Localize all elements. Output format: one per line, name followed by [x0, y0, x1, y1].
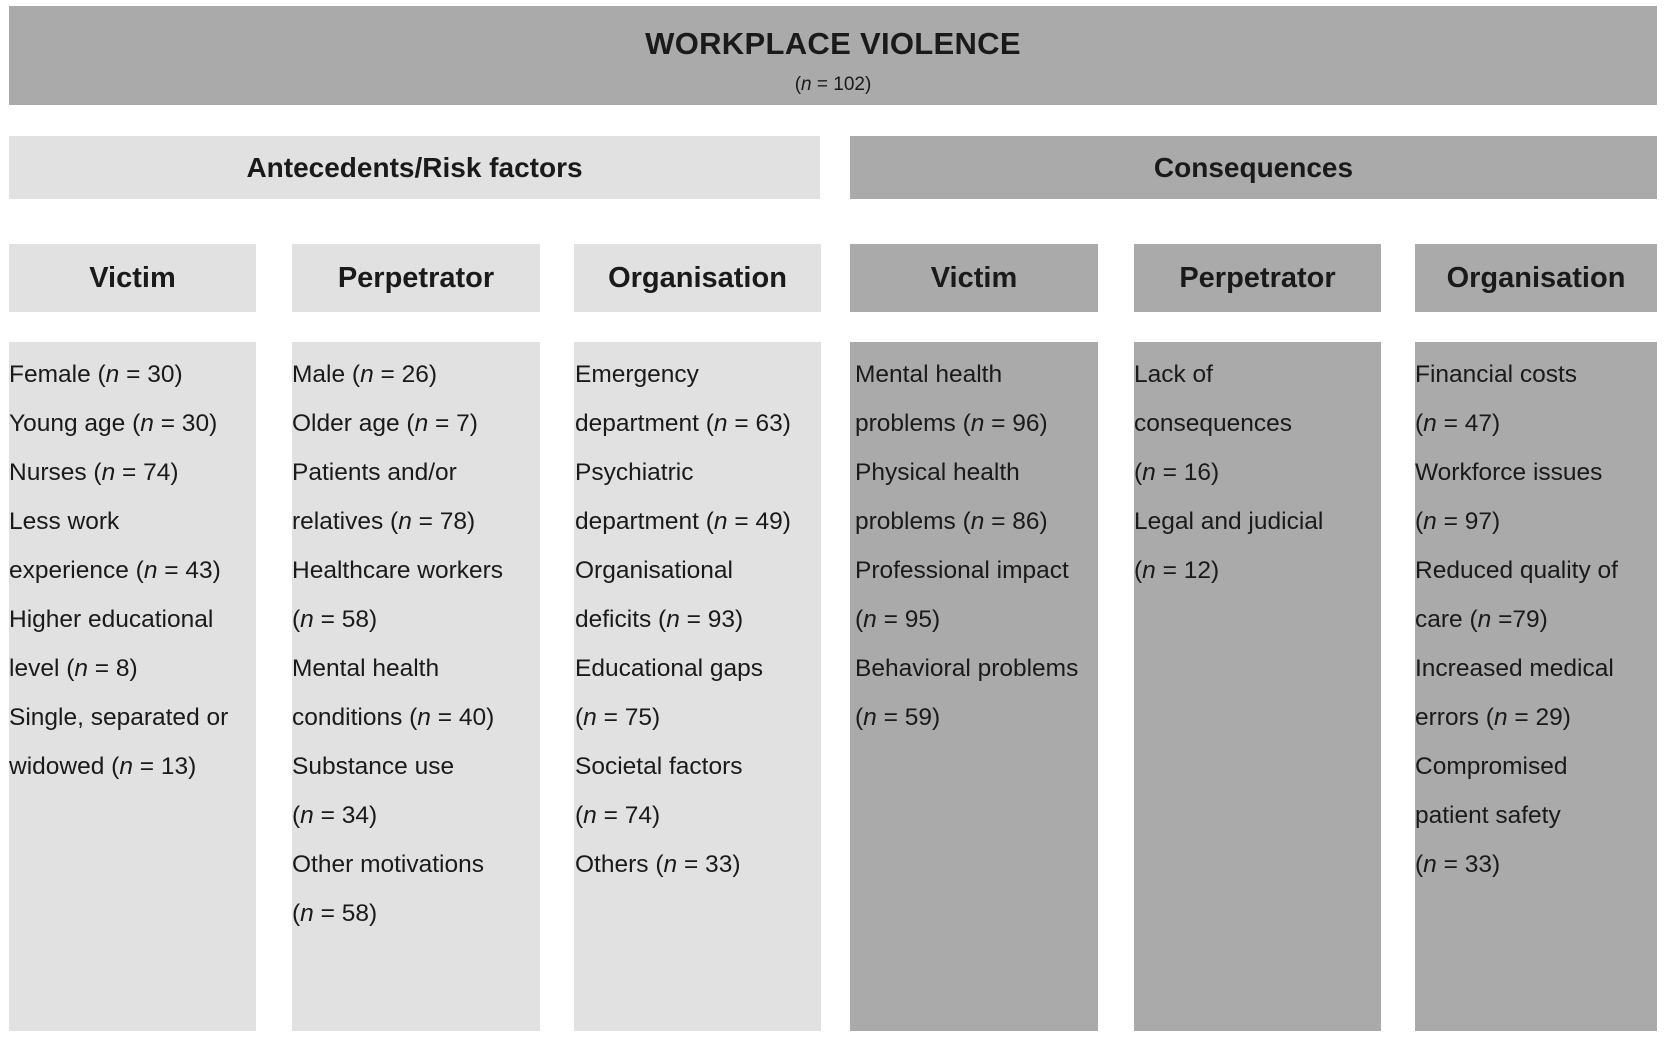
list-item-line: Emergency — [575, 361, 699, 388]
col-header-antecedents-victim: Victim — [9, 244, 256, 312]
col-body-antecedents-victim — [9, 342, 256, 1031]
list-item-line: Female (n = 30) — [9, 361, 183, 388]
col-header-consequences-perpetrator: Perpetrator — [1134, 244, 1381, 312]
list-item-line: (n = 97) — [1415, 508, 1501, 535]
list-item-line: department (n = 49) — [575, 508, 791, 535]
list-item-line: Substance use — [292, 753, 455, 780]
list-item-line: (n = 75) — [575, 704, 661, 731]
list-item-line: relatives (n = 78) — [292, 508, 476, 535]
list-item-line: Psychiatric — [575, 459, 694, 486]
list-item-line: care (n =79) — [1415, 606, 1548, 633]
list-item-line: Professional impact — [855, 557, 1069, 584]
list-item-line: conditions (n = 40) — [292, 704, 495, 731]
list-item-line: (n = 58) — [292, 606, 378, 633]
list-item-line: Patients and/or — [292, 459, 457, 486]
diagram-title: WORKPLACE VIOLENCE — [645, 26, 1021, 61]
list-item-line: (n = 33) — [1415, 851, 1501, 878]
list-item-line: Lack of — [1134, 361, 1213, 388]
list-item-line: Reduced quality of — [1415, 557, 1618, 584]
section-consequences: Consequences — [850, 136, 1657, 199]
list-item-line: (n = 12) — [1134, 557, 1220, 584]
list-item-line: Less work — [9, 508, 120, 535]
list-item-line: Other motivations — [292, 851, 484, 878]
list-item-line: Young age (n = 30) — [9, 410, 218, 437]
col-body-consequences-victim — [850, 342, 1098, 1031]
list-item-line: Healthcare workers — [292, 557, 504, 584]
list-item-line: problems (n = 86) — [855, 508, 1048, 535]
list-item-line: problems (n = 96) — [855, 410, 1048, 437]
list-item-line: Behavioral problems — [855, 655, 1079, 682]
total-count: (n = 102) — [794, 74, 872, 95]
list-item-line: Workforce issues — [1415, 459, 1603, 486]
list-item-line: Increased medical — [1415, 655, 1614, 682]
list-item-line: widowed (n = 13) — [9, 753, 197, 780]
list-item-line: Mental health — [855, 361, 1003, 388]
section-antecedents: Antecedents/Risk factors — [9, 136, 820, 199]
list-item-line: Legal and judicial — [1134, 508, 1324, 535]
list-item-line: Compromised — [1415, 753, 1568, 780]
list-item-line: patient safety — [1415, 802, 1561, 829]
list-item-line: Others (n = 33) — [575, 851, 741, 878]
col-header-antecedents-organisation: Organisation — [574, 244, 821, 312]
list-item-line: (n = 58) — [292, 900, 378, 927]
list-item-line: experience (n = 43) — [9, 557, 221, 584]
col-body-antecedents-organisation — [574, 342, 821, 1031]
col-header-consequences-organisation: Organisation — [1415, 244, 1657, 312]
list-item-line: (n = 95) — [855, 606, 941, 633]
list-item-line: Societal factors — [575, 753, 743, 780]
list-item-line: Higher educational — [9, 606, 214, 633]
list-item-line: Single, separated or — [9, 704, 229, 731]
list-item-line: (n = 74) — [575, 802, 661, 829]
list-item-line: Organisational — [575, 557, 733, 584]
list-item-line: Nurses (n = 74) — [9, 459, 179, 486]
list-item-line: (n = 59) — [855, 704, 941, 731]
col-body-consequences-perpetrator — [1134, 342, 1381, 1031]
list-item-line: Financial costs — [1415, 361, 1578, 388]
list-item-line: (n = 34) — [292, 802, 378, 829]
list-item-line: Educational gaps — [575, 655, 763, 682]
list-item-line: level (n = 8) — [9, 655, 138, 682]
list-item-line: Older age (n = 7) — [292, 410, 478, 437]
col-header-antecedents-perpetrator: Perpetrator — [292, 244, 540, 312]
list-item-line: errors (n = 29) — [1415, 704, 1571, 731]
list-item-line: (n = 47) — [1415, 410, 1501, 437]
col-body-consequences-organisation — [1415, 342, 1657, 1031]
col-header-consequences-victim: Victim — [850, 244, 1098, 312]
list-item-line: (n = 16) — [1134, 459, 1220, 486]
workplace-violence-box — [9, 6, 1657, 105]
list-item-line: consequences — [1134, 410, 1293, 437]
list-item-line: Mental health — [292, 655, 440, 682]
list-item-line: Male (n = 26) — [292, 361, 438, 388]
list-item-line: Physical health — [855, 459, 1020, 486]
list-item-line: deficits (n = 93) — [575, 606, 744, 633]
col-body-antecedents-perpetrator — [292, 342, 540, 1031]
list-item-line: department (n = 63) — [575, 410, 791, 437]
